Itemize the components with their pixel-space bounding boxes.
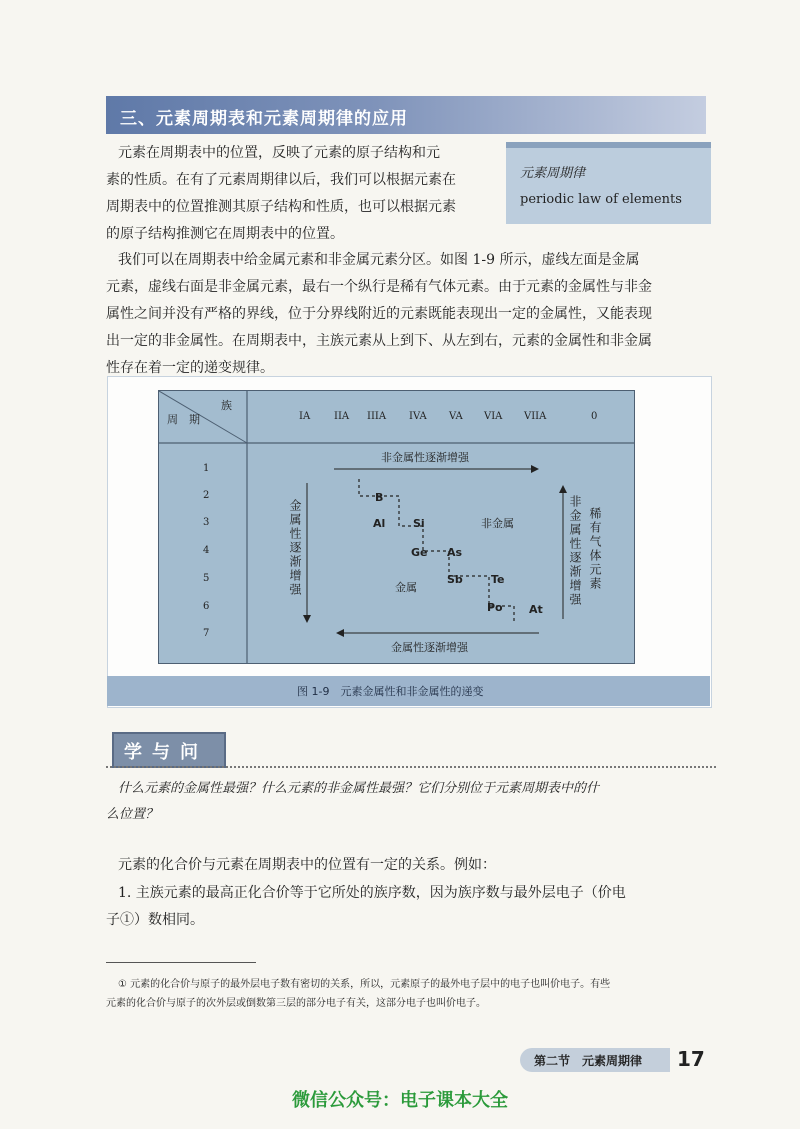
para2-line2: 元素，虚线右面是非金属元素，最右一个纵行是稀有气体元素。由于元素的金属性与非金 [106, 279, 652, 295]
footnote-rule [106, 962, 256, 963]
page-number: 17 [677, 1047, 705, 1071]
para2-line1: 我们可以在周期表中给金属元素和非金属元素分区。如图 1-9 所示，虚线左面是金属 [118, 252, 640, 268]
footer-section: 第二节 元素周期律 [534, 1054, 643, 1068]
figure-caption: 图 1-9 元素金属性和非金属性的递变 [297, 685, 484, 698]
right-arrow-label: 非金属性逐渐增强 [568, 495, 582, 607]
element-Te: Te [491, 573, 505, 586]
dotted-divider [106, 766, 716, 768]
group-0: 0 [591, 411, 598, 422]
para1-line3: 周期表中的位置推测其原子结构和性质，也可以根据元素 [106, 199, 456, 215]
table-lines [159, 391, 634, 663]
section-title: 三、元素周期表和元素周期律的应用 [120, 109, 408, 129]
body2-line2: 1. 主族元素的最高正化合价等于它所处的族序数，因为族序数与最外层电子（价电 [118, 885, 626, 901]
body2-line1: 元素的化合价与元素在周期表中的位置有一定的关系。例如： [118, 857, 496, 873]
period-5: 5 [203, 573, 210, 584]
header-group: 族 [221, 399, 232, 412]
left-arrow-label: 金属性逐渐增强 [288, 499, 302, 597]
question-line1: 什么元素的金属性最强？什么元素的非金属性最强？它们分别位于元素周期表中的什 [118, 781, 600, 796]
group-VIA: VIA [484, 411, 503, 422]
para2-line4: 出一定的非金属性。在周期表中，主族元素从上到下、从左到右，元素的金属性和非金属 [106, 333, 652, 349]
section-title-bar [106, 96, 706, 134]
group-VA: VA [449, 411, 463, 422]
period-6: 6 [203, 601, 210, 612]
para1-line2: 素的性质。在有了元素周期律以后，我们可以根据元素在 [106, 172, 456, 188]
figure-caption-bar [107, 676, 710, 706]
para1-line1: 元素在周期表中的位置，反映了元素的原子结构和元 [118, 145, 440, 161]
xuewen-badge-label: 学与问 [124, 742, 208, 763]
period-2: 2 [203, 490, 210, 501]
element-Si: Si [413, 517, 425, 530]
element-Po: Po [487, 601, 503, 614]
body2-line3: 子①）数相同。 [106, 912, 204, 928]
group-IIA: IIA [334, 411, 350, 422]
para2-line3: 属性之间并没有严格的界线，位于分界线附近的元素既能表现出一定的金属性，又能表现 [106, 306, 652, 322]
bottom-arrow-label: 金属性逐渐增强 [391, 641, 468, 654]
element-At: At [529, 603, 543, 616]
footnote-line1: ① 元素的化合价与原子的最外层电子数有密切的关系，所以，元素原子的最外电子层中的电子也叫价电子。有些 [118, 979, 611, 990]
xuewen-badge [112, 732, 226, 768]
period-7: 7 [203, 628, 210, 639]
period-3: 3 [203, 517, 210, 528]
glossary-term-en: periodic law of elements [520, 192, 682, 207]
nonmetal-region-label: 非金属 [481, 517, 514, 530]
metal-region-label: 金属 [395, 581, 417, 594]
question-line2: 么位置？ [106, 807, 159, 822]
footnote-line2: 元素的化合价与原子的次外层或倒数第三层的部分电子有关，这部分电子也叫价电子。 [106, 998, 486, 1009]
top-arrow-label: 非金属性逐渐增强 [381, 451, 469, 464]
element-Ge: Ge [411, 546, 428, 559]
element-Sb: Sb [447, 573, 463, 586]
group-IIIA: IIIA [367, 411, 387, 422]
element-As: As [447, 546, 463, 559]
period-4: 4 [203, 545, 210, 556]
group-IA: IA [299, 411, 311, 422]
periodic-table-diagram [158, 390, 635, 664]
glossary-term-cn: 元素周期律 [520, 166, 586, 181]
footer-section-pill [520, 1048, 670, 1072]
element-Al: Al [373, 517, 386, 530]
para2-line5: 性存在着一定的递变规律。 [106, 360, 274, 376]
period-1: 1 [203, 463, 210, 474]
para1-line4: 的原子结构推测它在周期表中的位置。 [106, 226, 344, 242]
group-IVA: IVA [409, 411, 427, 422]
element-B: B [375, 491, 384, 504]
header-period: 周 期 [167, 413, 200, 426]
watermark-text: 微信公众号：电子课本大全 [292, 1090, 508, 1111]
glossary-box [506, 142, 711, 224]
noble-gas-label: 稀有气体元素 [588, 507, 602, 591]
group-VIIA: VIIA [524, 411, 547, 422]
